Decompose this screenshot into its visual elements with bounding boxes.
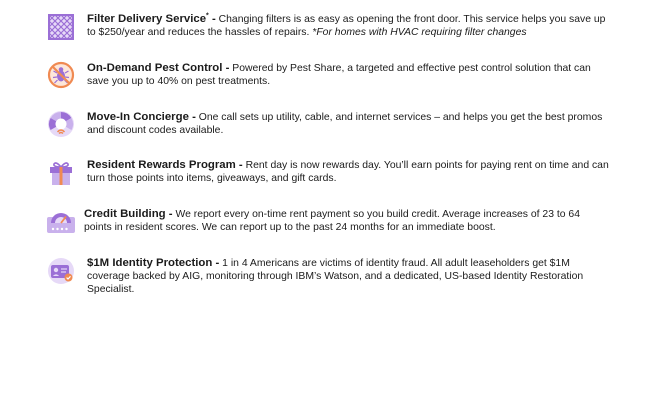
benefit-title-dash: - <box>165 208 173 220</box>
benefit-title: Credit Building <box>84 208 166 220</box>
benefit-title-dash: - <box>212 257 220 269</box>
concierge-services-icon <box>46 109 76 139</box>
benefit-text <box>87 13 612 39</box>
benefit-text <box>87 159 612 185</box>
benefit-title-dash: - <box>235 159 243 171</box>
benefit-title-footnote-mark: * <box>206 12 209 20</box>
credit-gauge-card-icon <box>46 207 76 237</box>
filter-grid-icon <box>46 12 76 42</box>
benefit-description: Rent day is now rewards day. You’ll earn points for paying rent on time and can turn those points into items, giveaways, and gift cards. <box>87 160 609 184</box>
benefit-text <box>87 62 612 88</box>
benefit-description: One call sets up utility, cable, and internet services – and helps you get the best promos and discount codes available. <box>87 112 603 136</box>
benefit-title: Move-In Concierge <box>87 111 189 123</box>
benefit-footnote: *For homes with HVAC requiring filter changes <box>312 27 527 38</box>
benefit-title: On-Demand Pest Control <box>87 62 223 74</box>
no-pest-icon <box>46 60 76 90</box>
benefit-title: Filter Delivery Service <box>87 13 207 25</box>
benefit-description: We report every on-time rent payment so you build credit. Average increases of 23 to 64 points in resident scores. We can report up to the past 24 months for an immediate boost. <box>84 209 580 233</box>
benefit-description: Powered by Pest Share, a targeted and effective pest control solution that can save you up to 40% on pest treatments. <box>87 63 591 87</box>
benefit-title-dash: - <box>208 13 216 25</box>
benefit-title-dash: - <box>188 111 196 123</box>
benefit-description: Changing filters is as easy as opening the front door. This service helps you save up to $250/year and reduces the hassles of repairs. <box>87 14 606 38</box>
benefit-text <box>87 111 612 137</box>
gift-icon <box>46 158 76 188</box>
benefit-title: $1M Identity Protection <box>87 257 213 269</box>
benefit-title-dash: - <box>222 62 230 74</box>
benefit-title: Resident Rewards Program <box>87 159 236 171</box>
benefit-description: 1 in 4 Americans are victims of identity fraud. All adult leaseholders get $1M coverage backed by AIG, monitoring through IBM’s Watson, and a dedicated, US-based Identity Restoration Specialist. <box>87 258 584 295</box>
benefit-text <box>87 257 612 296</box>
benefit-text <box>84 208 609 234</box>
identity-card-check-icon <box>46 256 76 286</box>
